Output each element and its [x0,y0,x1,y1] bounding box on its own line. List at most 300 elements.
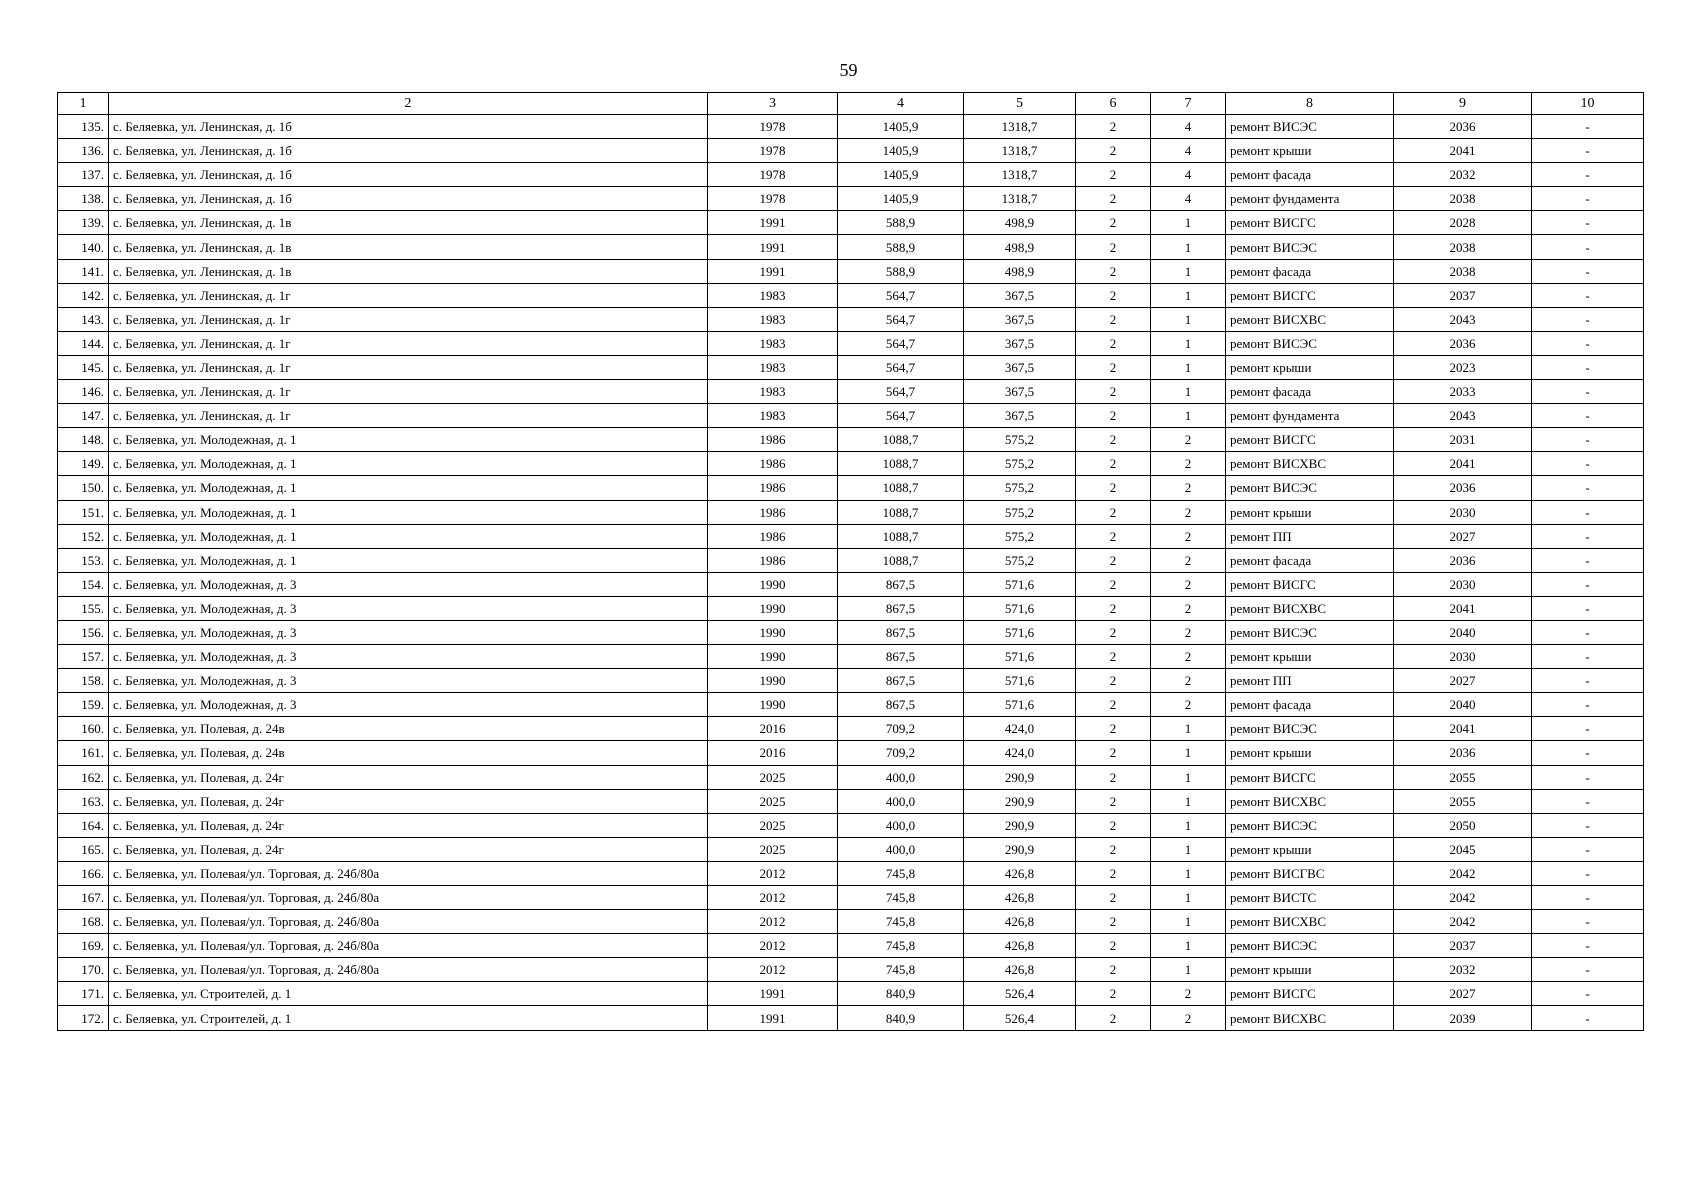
living-area-cell: 426,8 [964,861,1076,885]
page-number: 59 [839,60,858,80]
total-area-cell: 564,7 [838,331,964,355]
living-area-cell: 571,6 [964,596,1076,620]
group-cell: 2 [1076,982,1151,1006]
planned-year-cell: 2045 [1394,837,1532,861]
table-row [58,789,1644,813]
address-cell: с. Беляевка, ул. Ленинская, д. 1г [109,355,708,379]
year-cell: 1990 [708,693,838,717]
note-cell: - [1532,1006,1644,1030]
address-cell: с. Беляевка, ул. Ленинская, д. 1г [109,283,708,307]
total-area-cell: 867,5 [838,669,964,693]
work-type-cell: ремонт фасада [1226,380,1394,404]
living-area-cell: 575,2 [964,428,1076,452]
row-number-cell: 151. [58,500,109,524]
year-cell: 1978 [708,139,838,163]
group-cell: 2 [1076,115,1151,139]
year-cell: 1983 [708,283,838,307]
count-cell: 1 [1151,307,1226,331]
note-cell: - [1532,572,1644,596]
work-type-cell: ремонт ВИСГС [1226,283,1394,307]
row-number-cell: 160. [58,717,109,741]
address-cell: с. Беляевка, ул. Молодежная, д. 3 [109,620,708,644]
address-cell: с. Беляевка, ул. Полевая/ул. Торговая, д. 24б/80а [109,958,708,982]
living-area-cell: 571,6 [964,669,1076,693]
living-area-cell: 290,9 [964,789,1076,813]
work-type-cell: ремонт ВИСГС [1226,982,1394,1006]
total-area-cell: 709,2 [838,717,964,741]
note-cell: - [1532,452,1644,476]
note-cell: - [1532,910,1644,934]
address-cell: с. Беляевка, ул. Полевая, д. 24в [109,741,708,765]
living-area-cell: 426,8 [964,910,1076,934]
planned-year-cell: 2036 [1394,115,1532,139]
row-number-cell: 171. [58,982,109,1006]
living-area-cell: 367,5 [964,404,1076,428]
count-cell: 2 [1151,452,1226,476]
address-cell: с. Беляевка, ул. Строителей, д. 1 [109,1006,708,1030]
living-area-cell: 575,2 [964,524,1076,548]
planned-year-cell: 2030 [1394,500,1532,524]
work-type-cell: ремонт крыши [1226,500,1394,524]
group-cell: 2 [1076,789,1151,813]
living-area-cell: 426,8 [964,958,1076,982]
year-cell: 1991 [708,259,838,283]
count-cell: 1 [1151,331,1226,355]
table-row [58,572,1644,596]
living-area-cell: 367,5 [964,380,1076,404]
year-cell: 2012 [708,934,838,958]
table-row [58,693,1644,717]
group-cell: 2 [1076,620,1151,644]
table-row [58,404,1644,428]
group-cell: 2 [1076,380,1151,404]
total-area-cell: 709,2 [838,741,964,765]
count-cell: 2 [1151,428,1226,452]
planned-year-cell: 2050 [1394,813,1532,837]
count-cell: 1 [1151,741,1226,765]
work-type-cell: ремонт ВИСЭС [1226,115,1394,139]
count-cell: 1 [1151,283,1226,307]
total-area-cell: 840,9 [838,982,964,1006]
year-cell: 1983 [708,380,838,404]
note-cell: - [1532,886,1644,910]
row-number-cell: 153. [58,548,109,572]
group-cell: 2 [1076,958,1151,982]
count-cell: 1 [1151,404,1226,428]
address-cell: с. Беляевка, ул. Полевая, д. 24г [109,837,708,861]
count-cell: 1 [1151,934,1226,958]
planned-year-cell: 2038 [1394,259,1532,283]
column-header: 3 [708,93,838,115]
year-cell: 2016 [708,741,838,765]
work-type-cell: ремонт ВИСХВС [1226,452,1394,476]
planned-year-cell: 2043 [1394,307,1532,331]
planned-year-cell: 2027 [1394,669,1532,693]
work-type-cell: ремонт крыши [1226,355,1394,379]
total-area-cell: 1088,7 [838,476,964,500]
row-number-cell: 146. [58,380,109,404]
group-cell: 2 [1076,355,1151,379]
count-cell: 1 [1151,717,1226,741]
planned-year-cell: 2031 [1394,428,1532,452]
note-cell: - [1532,645,1644,669]
note-cell: - [1532,235,1644,259]
living-area-cell: 498,9 [964,259,1076,283]
year-cell: 1991 [708,235,838,259]
year-cell: 1990 [708,620,838,644]
work-type-cell: ремонт фундамента [1226,187,1394,211]
count-cell: 4 [1151,163,1226,187]
address-cell: с. Беляевка, ул. Молодежная, д. 3 [109,669,708,693]
column-header: 9 [1394,93,1532,115]
planned-year-cell: 2036 [1394,548,1532,572]
planned-year-cell: 2039 [1394,1006,1532,1030]
planned-year-cell: 2038 [1394,187,1532,211]
total-area-cell: 588,9 [838,235,964,259]
living-area-cell: 1318,7 [964,187,1076,211]
table-row [58,886,1644,910]
total-area-cell: 840,9 [838,1006,964,1030]
note-cell: - [1532,620,1644,644]
count-cell: 2 [1151,645,1226,669]
note-cell: - [1532,861,1644,885]
address-cell: с. Беляевка, ул. Ленинская, д. 1в [109,259,708,283]
group-cell: 2 [1076,548,1151,572]
year-cell: 2012 [708,886,838,910]
row-number-cell: 145. [58,355,109,379]
row-number-cell: 138. [58,187,109,211]
living-area-cell: 498,9 [964,235,1076,259]
note-cell: - [1532,548,1644,572]
living-area-cell: 426,8 [964,934,1076,958]
row-number-cell: 156. [58,620,109,644]
work-type-cell: ремонт ВИСГВС [1226,861,1394,885]
table-row [58,163,1644,187]
work-type-cell: ремонт крыши [1226,645,1394,669]
group-cell: 2 [1076,910,1151,934]
note-cell: - [1532,380,1644,404]
total-area-cell: 867,5 [838,596,964,620]
planned-year-cell: 2041 [1394,139,1532,163]
table-row [58,645,1644,669]
year-cell: 1978 [708,187,838,211]
group-cell: 2 [1076,717,1151,741]
work-type-cell: ремонт ВИСЭС [1226,476,1394,500]
year-cell: 1986 [708,500,838,524]
address-cell: с. Беляевка, ул. Ленинская, д. 1б [109,139,708,163]
address-cell: с. Беляевка, ул. Молодежная, д. 1 [109,500,708,524]
planned-year-cell: 2027 [1394,982,1532,1006]
count-cell: 4 [1151,139,1226,163]
living-area-cell: 526,4 [964,1006,1076,1030]
work-type-cell: ремонт ВИСХВС [1226,910,1394,934]
address-cell: с. Беляевка, ул. Полевая/ул. Торговая, д. 24б/80а [109,886,708,910]
work-type-cell: ремонт ВИСЭС [1226,934,1394,958]
group-cell: 2 [1076,669,1151,693]
count-cell: 1 [1151,886,1226,910]
row-number-cell: 165. [58,837,109,861]
group-cell: 2 [1076,741,1151,765]
year-cell: 1978 [708,115,838,139]
planned-year-cell: 2041 [1394,452,1532,476]
table-body [58,115,1644,1031]
year-cell: 1986 [708,548,838,572]
count-cell: 2 [1151,500,1226,524]
planned-year-cell: 2037 [1394,283,1532,307]
group-cell: 2 [1076,596,1151,620]
note-cell: - [1532,211,1644,235]
note-cell: - [1532,765,1644,789]
address-cell: с. Беляевка, ул. Полевая, д. 24г [109,789,708,813]
table-row [58,620,1644,644]
group-cell: 2 [1076,645,1151,669]
total-area-cell: 400,0 [838,789,964,813]
group-cell: 2 [1076,476,1151,500]
group-cell: 2 [1076,211,1151,235]
total-area-cell: 564,7 [838,355,964,379]
year-cell: 2012 [708,910,838,934]
work-type-cell: ремонт ВИСГС [1226,765,1394,789]
group-cell: 2 [1076,283,1151,307]
note-cell: - [1532,693,1644,717]
planned-year-cell: 2042 [1394,861,1532,885]
total-area-cell: 1088,7 [838,428,964,452]
table-row [58,476,1644,500]
address-cell: с. Беляевка, ул. Молодежная, д. 1 [109,452,708,476]
year-cell: 1991 [708,211,838,235]
total-area-cell: 745,8 [838,886,964,910]
work-type-cell: ремонт ВИСТС [1226,886,1394,910]
column-header: 7 [1151,93,1226,115]
year-cell: 2025 [708,765,838,789]
row-number-cell: 141. [58,259,109,283]
work-type-cell: ремонт ВИСГС [1226,428,1394,452]
year-cell: 1986 [708,524,838,548]
work-type-cell: ремонт крыши [1226,139,1394,163]
living-area-cell: 1318,7 [964,163,1076,187]
column-header: 6 [1076,93,1151,115]
total-area-cell: 867,5 [838,645,964,669]
table-row [58,717,1644,741]
table-row [58,307,1644,331]
count-cell: 1 [1151,910,1226,934]
note-cell: - [1532,307,1644,331]
row-number-cell: 170. [58,958,109,982]
count-cell: 1 [1151,861,1226,885]
row-number-cell: 149. [58,452,109,476]
table-row [58,380,1644,404]
work-type-cell: ремонт крыши [1226,741,1394,765]
address-cell: с. Беляевка, ул. Молодежная, д. 1 [109,428,708,452]
group-cell: 2 [1076,331,1151,355]
total-area-cell: 588,9 [838,211,964,235]
table-row [58,524,1644,548]
count-cell: 2 [1151,982,1226,1006]
total-area-cell: 1088,7 [838,452,964,476]
table-row [58,765,1644,789]
row-number-cell: 147. [58,404,109,428]
planned-year-cell: 2043 [1394,404,1532,428]
table-row [58,115,1644,139]
table-row [58,1006,1644,1030]
count-cell: 4 [1151,115,1226,139]
table-row [58,331,1644,355]
work-type-cell: ремонт фасада [1226,259,1394,283]
note-cell: - [1532,187,1644,211]
note-cell: - [1532,669,1644,693]
work-type-cell: ремонт крыши [1226,958,1394,982]
year-cell: 1990 [708,572,838,596]
work-type-cell: ремонт ПП [1226,669,1394,693]
living-area-cell: 1318,7 [964,139,1076,163]
row-number-cell: 162. [58,765,109,789]
planned-year-cell: 2037 [1394,934,1532,958]
table-row [58,355,1644,379]
address-cell: с. Беляевка, ул. Полевая/ул. Торговая, д. 24б/80а [109,861,708,885]
note-cell: - [1532,428,1644,452]
planned-year-cell: 2032 [1394,163,1532,187]
table-row [58,548,1644,572]
total-area-cell: 867,5 [838,693,964,717]
total-area-cell: 588,9 [838,259,964,283]
living-area-cell: 424,0 [964,741,1076,765]
year-cell: 1978 [708,163,838,187]
total-area-cell: 400,0 [838,813,964,837]
year-cell: 1983 [708,355,838,379]
table-row [58,283,1644,307]
year-cell: 1990 [708,596,838,620]
row-number-cell: 140. [58,235,109,259]
planned-year-cell: 2033 [1394,380,1532,404]
note-cell: - [1532,741,1644,765]
group-cell: 2 [1076,139,1151,163]
total-area-cell: 564,7 [838,307,964,331]
total-area-cell: 745,8 [838,958,964,982]
living-area-cell: 290,9 [964,765,1076,789]
row-number-cell: 144. [58,331,109,355]
year-cell: 2016 [708,717,838,741]
table-row [58,259,1644,283]
count-cell: 2 [1151,669,1226,693]
group-cell: 2 [1076,187,1151,211]
planned-year-cell: 2036 [1394,476,1532,500]
address-cell: с. Беляевка, ул. Ленинская, д. 1г [109,380,708,404]
note-cell: - [1532,259,1644,283]
planned-year-cell: 2055 [1394,765,1532,789]
year-cell: 1990 [708,645,838,669]
planned-year-cell: 2038 [1394,235,1532,259]
total-area-cell: 564,7 [838,404,964,428]
address-cell: с. Беляевка, ул. Ленинская, д. 1в [109,235,708,259]
row-number-cell: 164. [58,813,109,837]
planned-year-cell: 2030 [1394,645,1532,669]
living-area-cell: 575,2 [964,452,1076,476]
row-number-cell: 163. [58,789,109,813]
living-area-cell: 367,5 [964,307,1076,331]
group-cell: 2 [1076,452,1151,476]
address-cell: с. Беляевка, ул. Полевая, д. 24в [109,717,708,741]
work-type-cell: ремонт фасада [1226,548,1394,572]
planned-year-cell: 2040 [1394,693,1532,717]
living-area-cell: 571,6 [964,693,1076,717]
work-type-cell: ремонт ВИСЭС [1226,813,1394,837]
column-header: 4 [838,93,964,115]
work-type-cell: ремонт ВИСГС [1226,211,1394,235]
table-row [58,934,1644,958]
address-cell: с. Беляевка, ул. Строителей, д. 1 [109,982,708,1006]
address-cell: с. Беляевка, ул. Ленинская, д. 1г [109,404,708,428]
row-number-cell: 159. [58,693,109,717]
planned-year-cell: 2036 [1394,331,1532,355]
total-area-cell: 400,0 [838,837,964,861]
row-number-cell: 168. [58,910,109,934]
living-area-cell: 571,6 [964,572,1076,596]
planned-year-cell: 2040 [1394,620,1532,644]
table-row [58,596,1644,620]
row-number-cell: 150. [58,476,109,500]
note-cell: - [1532,500,1644,524]
living-area-cell: 575,2 [964,476,1076,500]
work-type-cell: ремонт ВИСЭС [1226,620,1394,644]
work-type-cell: ремонт ВИСХВС [1226,1006,1394,1030]
address-cell: с. Беляевка, ул. Ленинская, д. 1б [109,163,708,187]
count-cell: 1 [1151,765,1226,789]
count-cell: 2 [1151,596,1226,620]
column-header: 8 [1226,93,1394,115]
table-row [58,910,1644,934]
year-cell: 1990 [708,669,838,693]
note-cell: - [1532,331,1644,355]
repair-schedule-table [57,92,1644,1031]
table-row [58,837,1644,861]
year-cell: 1986 [708,452,838,476]
year-cell: 1986 [708,476,838,500]
table-row [58,452,1644,476]
table-row [58,982,1644,1006]
work-type-cell: ремонт ВИСХВС [1226,596,1394,620]
total-area-cell: 1088,7 [838,500,964,524]
group-cell: 2 [1076,572,1151,596]
work-type-cell: ремонт крыши [1226,837,1394,861]
address-cell: с. Беляевка, ул. Полевая/ул. Торговая, д. 24б/80а [109,934,708,958]
work-type-cell: ремонт ПП [1226,524,1394,548]
count-cell: 1 [1151,355,1226,379]
address-cell: с. Беляевка, ул. Молодежная, д. 3 [109,645,708,669]
count-cell: 1 [1151,211,1226,235]
row-number-cell: 148. [58,428,109,452]
row-number-cell: 142. [58,283,109,307]
living-area-cell: 424,0 [964,717,1076,741]
work-type-cell: ремонт фасада [1226,163,1394,187]
year-cell: 1983 [708,307,838,331]
group-cell: 2 [1076,861,1151,885]
group-cell: 2 [1076,404,1151,428]
table-row [58,211,1644,235]
total-area-cell: 745,8 [838,861,964,885]
year-cell: 2025 [708,789,838,813]
group-cell: 2 [1076,163,1151,187]
address-cell: с. Беляевка, ул. Молодежная, д. 1 [109,476,708,500]
group-cell: 2 [1076,307,1151,331]
living-area-cell: 367,5 [964,283,1076,307]
planned-year-cell: 2028 [1394,211,1532,235]
count-cell: 2 [1151,476,1226,500]
planned-year-cell: 2036 [1394,741,1532,765]
row-number-cell: 155. [58,596,109,620]
note-cell: - [1532,958,1644,982]
living-area-cell: 575,2 [964,500,1076,524]
work-type-cell: ремонт ВИСЭС [1226,331,1394,355]
